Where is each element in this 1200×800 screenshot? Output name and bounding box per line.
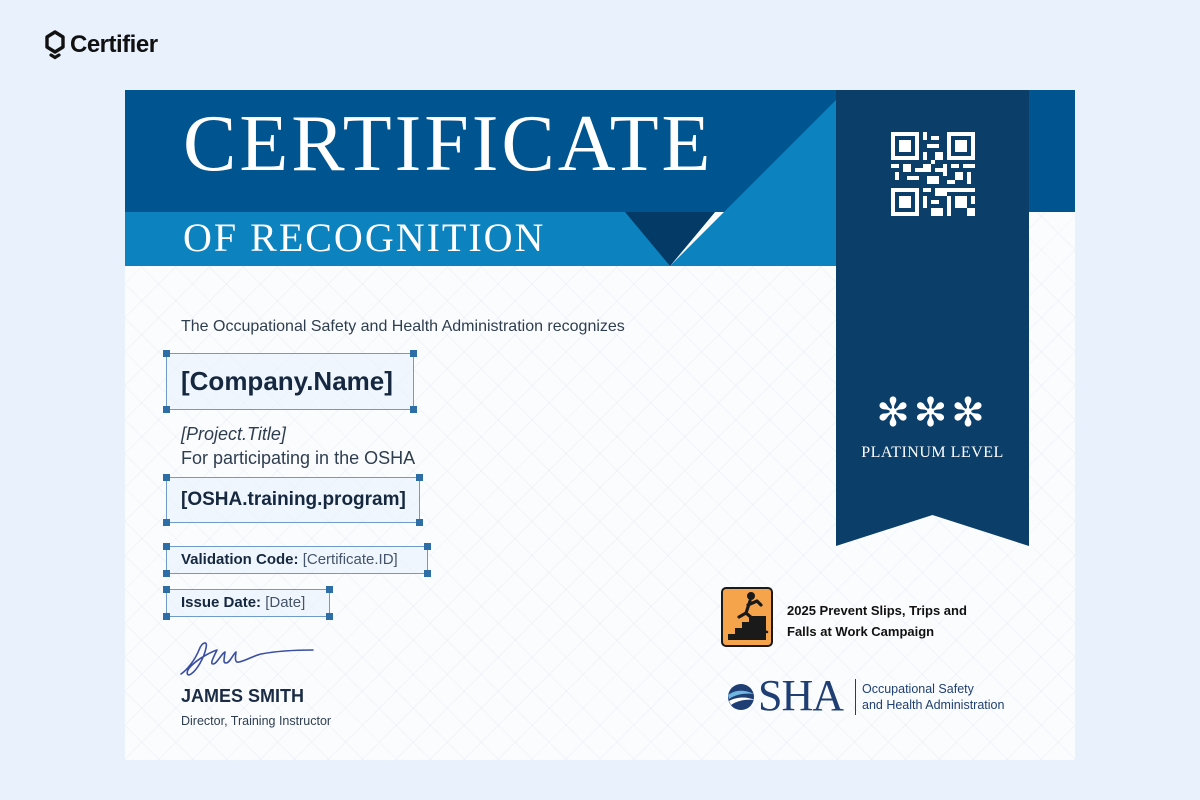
campaign-line-1: 2025 Prevent Slips, Trips and — [787, 603, 967, 618]
platinum-level-label: PLATINUM LEVEL — [861, 444, 1004, 461]
slip-fall-warning-icon — [721, 587, 773, 647]
campaign-line-2: Falls at Work Campaign — [787, 624, 935, 639]
platinum-stars: ✻✻✻ — [876, 391, 989, 435]
certifier-brand — [44, 30, 158, 60]
issue-date-field[interactable] — [166, 589, 330, 617]
recognizes-text: The Occupational Safety and Health Administration recognizes — [181, 318, 625, 335]
validation-code-label: Validation Code: — [181, 551, 299, 568]
signer-name: JAMES SMITH — [181, 686, 305, 706]
resize-handle[interactable] — [326, 586, 333, 593]
resize-handle[interactable] — [410, 406, 417, 413]
resize-handle[interactable] — [326, 613, 333, 620]
resize-handle[interactable] — [163, 543, 170, 550]
issue-date-value: [Date] — [265, 594, 306, 611]
training-program-field[interactable] — [166, 477, 420, 523]
signer-role: Director, Training Instructor — [181, 714, 332, 728]
resize-handle[interactable] — [424, 543, 431, 550]
osha-logo-divider — [855, 679, 856, 715]
issue-date-label: Issue Date: — [181, 594, 262, 611]
resize-handle[interactable] — [163, 519, 170, 526]
certifier-logo-icon — [44, 30, 66, 60]
qr-code-icon[interactable] — [891, 132, 975, 216]
resize-handle[interactable] — [163, 474, 170, 481]
osha-logo-word: SHA — [758, 671, 844, 720]
resize-handle[interactable] — [410, 350, 417, 357]
resize-handle[interactable] — [424, 570, 431, 577]
resize-handle[interactable] — [416, 474, 423, 481]
campaign-title — [787, 600, 1007, 642]
agency-name-line-2: and Health Administration — [862, 698, 1005, 712]
project-title-placeholder: [Project.Title] — [181, 424, 286, 444]
certificate — [125, 90, 1075, 760]
validation-code-value: [Certificate.ID] — [302, 551, 398, 568]
resize-handle[interactable] — [163, 613, 170, 620]
osha-logo-icon — [726, 682, 758, 712]
certificate-subtitle: OF RECOGNITION — [183, 215, 546, 260]
resize-handle[interactable] — [416, 519, 423, 526]
certificate-title: CERTIFICATE — [183, 100, 714, 188]
company-name-placeholder: [Company.Name] — [181, 366, 393, 396]
resize-handle[interactable] — [163, 350, 170, 357]
resize-handle[interactable] — [163, 406, 170, 413]
company-name-field[interactable] — [166, 353, 414, 410]
validation-code-field[interactable] — [166, 546, 428, 574]
resize-handle[interactable] — [163, 586, 170, 593]
signature-image — [177, 630, 317, 682]
training-program-placeholder: [OSHA.training.program] — [181, 489, 406, 510]
brand-name: Certifier — [70, 31, 158, 58]
participating-text: For participating in the OSHA — [181, 448, 416, 468]
resize-handle[interactable] — [163, 570, 170, 577]
agency-name-line-1: Occupational Safety — [862, 682, 974, 696]
